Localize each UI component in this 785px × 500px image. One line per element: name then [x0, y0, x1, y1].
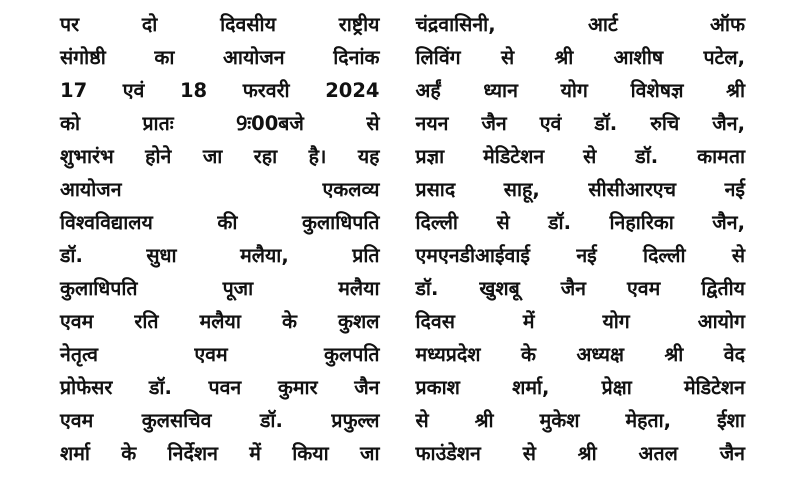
text-line: नयन जैन एवं डॉ. रुचि जैन, [415, 112, 745, 135]
text-line: नेतृत्व एवम कुलपति [60, 343, 380, 366]
text-line: को प्रातः 9ः00बजे से [60, 112, 380, 135]
text-line: फाउंडेशन से श्री अतल जैन [415, 442, 745, 465]
text-line: प्रसाद साहू, सीसीआरएच नई [415, 178, 745, 201]
text-line: अर्हं ध्यान योग विशेषज्ञ श्री [415, 79, 745, 102]
text-line: एवम कुलसचिव डॉ. प्रफुल्ल [60, 409, 380, 432]
text-line: प्रज्ञा मेडिटेशन से डॉ. कामता [415, 145, 745, 168]
left-column-text [60, 8, 380, 470]
text-line: शुभारंभ होने जा रहा है। यह [60, 145, 380, 168]
left-column [60, 8, 380, 500]
text-line: कुलाधिपति पूजा मलैया [60, 277, 380, 300]
text-line: पर दो दिवसीय राष्ट्रीय [60, 13, 380, 36]
text-line: दिल्ली से डॉ. निहारिका जैन, [415, 211, 745, 234]
text-line: विश्वविद्यालय की कुलाधिपति [60, 211, 380, 234]
article-columns [60, 8, 745, 500]
text-line: एमएनडीआईवाई नई दिल्ली से [415, 244, 745, 267]
text-line: एवम रति मलैया के कुशल [60, 310, 380, 333]
text-line: 17 एवं 18 फरवरी 2024 [60, 79, 380, 102]
text-line: मध्यप्रदेश के अध्यक्ष श्री वेद [415, 343, 745, 366]
right-column [416, 8, 746, 500]
text-line: डॉ. सुधा मलैया, प्रति [60, 244, 380, 267]
text-line: दिवस में योग आयोग [415, 310, 745, 333]
text-line: चंद्रवासिनी, आर्ट ऑफ [415, 13, 745, 36]
text-line: लिविंग से श्री आशीष पटेल, [415, 46, 745, 69]
text-line: से श्री मुकेश मेहता, ईशा [415, 409, 745, 432]
right-column-text [416, 8, 746, 470]
text-line: डॉ. खुशबू जैन एवम द्वितीय [415, 277, 745, 300]
text-line: प्रकाश शर्मा, प्रेक्षा मेडिटेशन [415, 376, 745, 399]
text-line: आयोजन एकलव्य [60, 178, 380, 201]
text-line: संगोष्ठी का आयोजन दिनांक [60, 46, 380, 69]
text-line: प्रोफेसर डॉ. पवन कुमार जैन [60, 376, 380, 399]
text-line: शर्मा के निर्देशन में किया जा [60, 442, 380, 465]
